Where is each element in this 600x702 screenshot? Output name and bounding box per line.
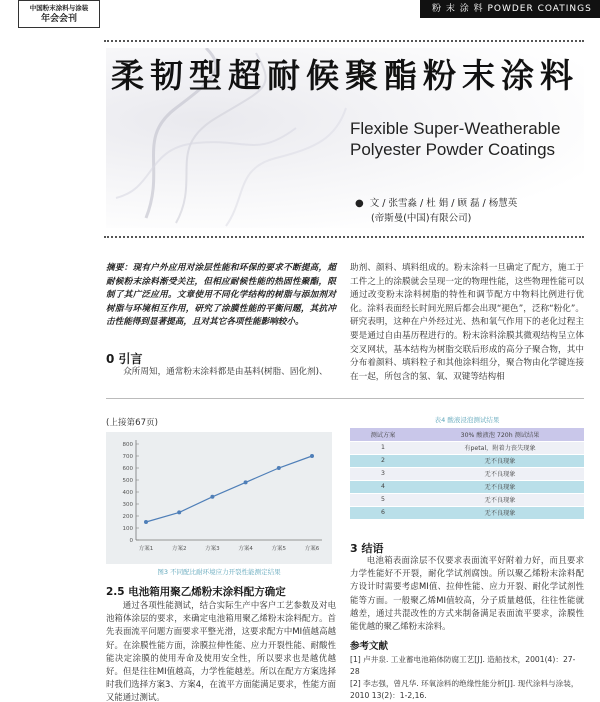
reference-item: [2] 李志强，曾凡华. 环氧涂料的绝缘性能分析[J]. 现代涂料与涂装，2010 13(2)：1-2,16. bbox=[350, 679, 579, 700]
table-row bbox=[350, 454, 584, 467]
table-cell: 6 bbox=[350, 506, 416, 519]
x-tick-label: 方案1 bbox=[138, 546, 154, 552]
table-cell: 有petal，附着力丧失现象 bbox=[416, 441, 584, 454]
y-tick-label: 400 bbox=[122, 490, 133, 496]
section-body: 通过各项性能测试，结合实际生产中客户工艺参数及对电池箱体涂层的要求，来确定电池箱用聚乙烯粉末涂料配方。首先表面流平问题方面要求平整光滑，这要求配方中MI值越高越好。在涂膜性能方面，涂膜拉伸性能、应力开裂性能、耐酸性能决定涂膜的使用寿命及使用安全性，所以要求也是越优越好。但是往往MI值越高，力学性能越差。所以在配方方案选择时我们选择方案3、方案4，在流平方面能满足要求，性能方面又能通过测试。 bbox=[106, 600, 336, 702]
results-table bbox=[350, 428, 584, 520]
section-heading: 2.5 电池箱用聚乙烯粉末涂料配方确定 bbox=[106, 586, 286, 598]
table-cell: 1 bbox=[350, 441, 416, 454]
section-label: 粉 末 涂 料 POWDER COATINGS bbox=[420, 0, 600, 18]
table-row bbox=[350, 493, 584, 506]
x-tick-label: 方案2 bbox=[171, 546, 187, 552]
table-cell: 无不良现象 bbox=[416, 480, 584, 493]
table-row bbox=[350, 480, 584, 493]
author-block bbox=[355, 196, 595, 226]
table-row bbox=[350, 506, 584, 519]
section-heading: 3 结语 bbox=[350, 542, 384, 555]
continuation-note: (上接第67页) bbox=[106, 418, 159, 428]
table-cell: 无不良现象 bbox=[416, 467, 584, 480]
data-point bbox=[244, 480, 248, 484]
data-point bbox=[177, 510, 181, 514]
data-point bbox=[277, 466, 281, 470]
table-cell: 3 bbox=[350, 467, 416, 480]
chart-panel bbox=[106, 432, 332, 564]
y-tick-label: 200 bbox=[122, 514, 133, 520]
references-heading: 参考文献 bbox=[350, 641, 389, 652]
table-header-cell: 30% 酸液泡 720h 测试结果 bbox=[416, 428, 584, 441]
line-chart bbox=[106, 432, 332, 564]
journal-subtitle: 年会会刊 bbox=[40, 14, 77, 24]
section-heading: 0 引言 bbox=[106, 352, 143, 366]
article-title-english bbox=[350, 118, 590, 160]
x-tick-label: 方案3 bbox=[205, 546, 220, 552]
section-body: 电池箱表面涂层不仅要求表面流平好附着力好，而且要求力学性能好不开裂，耐化学试剂腐蚀。所以聚乙烯粉末涂料配方设计时需要考虑MI值、拉伸性能、应力开裂、耐化学试剂性能等方面。一般聚乙烯MI值较高，分子质量越低，往往性能就越差，通过共混改性的方式来制备满足表面流平要求，涂膜性能优越的聚乙烯粉末涂料。 bbox=[350, 555, 584, 632]
journal-name: 中国粉末涂料与涂装 bbox=[29, 4, 89, 12]
english-title-line-2: Polyester Powder Coatings bbox=[350, 140, 556, 159]
table-header-cell: 测试方案 bbox=[350, 428, 416, 441]
table-cell: 无不良现象 bbox=[416, 506, 584, 519]
reference-item: [1] 卢井泉. 工业蓄电池箱体防腐工艺[J]. 造船技术，2001(4)：27-28 bbox=[350, 655, 576, 676]
bullet-icon: ● bbox=[355, 198, 364, 209]
table-header-row bbox=[350, 428, 584, 441]
y-tick-label: 300 bbox=[122, 502, 133, 508]
figure-caption: 图3 不同配比耐环境应力开裂性能测定结果 bbox=[157, 568, 281, 576]
data-point bbox=[310, 454, 314, 458]
y-tick-label: 100 bbox=[122, 526, 133, 532]
x-tick-label: 方案6 bbox=[304, 546, 320, 552]
dotted-divider bbox=[104, 40, 584, 42]
table-row bbox=[350, 467, 584, 480]
y-tick-label: 800 bbox=[122, 442, 133, 448]
article-title: 柔韧型超耐候聚酯粉末涂料 bbox=[111, 56, 579, 95]
x-tick-label: 方案4 bbox=[238, 546, 253, 552]
english-title-line-1: Flexible Super-Weatherable bbox=[350, 119, 561, 138]
y-tick-label: 0 bbox=[129, 538, 133, 544]
data-point bbox=[144, 520, 148, 524]
table-cell: 5 bbox=[350, 493, 416, 506]
horizontal-rule bbox=[106, 398, 584, 399]
table-row bbox=[350, 441, 584, 454]
table-cell: 无不良现象 bbox=[416, 493, 584, 506]
section-body: 众所周知，通常粉末涂料都是由基料(树脂、固化剂)、 bbox=[123, 367, 328, 377]
author-names: 文 / 张雪淼 / 杜 娟 / 顾 磊 / 杨慧英 bbox=[369, 198, 518, 209]
journal-label bbox=[18, 0, 100, 28]
table-cell: 4 bbox=[350, 480, 416, 493]
table-caption: 表4 酸液浸泡测试结果 bbox=[434, 416, 500, 424]
x-tick-label: 方案5 bbox=[271, 546, 287, 552]
dotted-divider bbox=[104, 236, 584, 238]
author-affiliation: (帝斯曼(中国)有限公司) bbox=[371, 213, 472, 224]
table-cell: 无不良现象 bbox=[416, 454, 584, 467]
y-tick-label: 600 bbox=[122, 466, 133, 472]
data-point bbox=[210, 495, 214, 499]
abstract: 摘要：现有户外应用对涂层性能和环保的要求不断提高，超耐候粉末涂料渐受关注，但相应耐候性能的热固性聚酯，限制了其广泛应用。文章使用不同化学结构的树脂与添加剂对树脂与环境相互作用，研究了涂膜性能的平衡问题，其抗冲击性能得到显著提高，且对其它各项性能影响较小。 bbox=[106, 263, 336, 328]
series-line bbox=[146, 456, 312, 522]
body-paragraph: 助剂、颜料、填料组成的。粉末涂料一旦确定了配方，施工于工件之上的涂膜就会呈现一定的物理性能，这些物理性能可以通过改变粉末涂料树脂的特性和调节配方中物料比例进行优化。涂料表面经长时间光照后都会出现“褪色”，泛称“粉化”。研究表明，这种在户外经过光、热和氧气作用下的老化过程主要是通过自由基历程进行的。粉末涂料涂膜其微观结构呈立体交叉网状，基本结构为树脂交联后形成的高分子聚合物，其中分布着颜料、填料粒子和其他涂料组分，聚合物由化学键连接在一起，所包含的氢、氧、双键等结构相 bbox=[350, 263, 584, 382]
y-tick-label: 500 bbox=[122, 478, 133, 484]
table-cell: 2 bbox=[350, 454, 416, 467]
y-tick-label: 700 bbox=[122, 454, 133, 460]
